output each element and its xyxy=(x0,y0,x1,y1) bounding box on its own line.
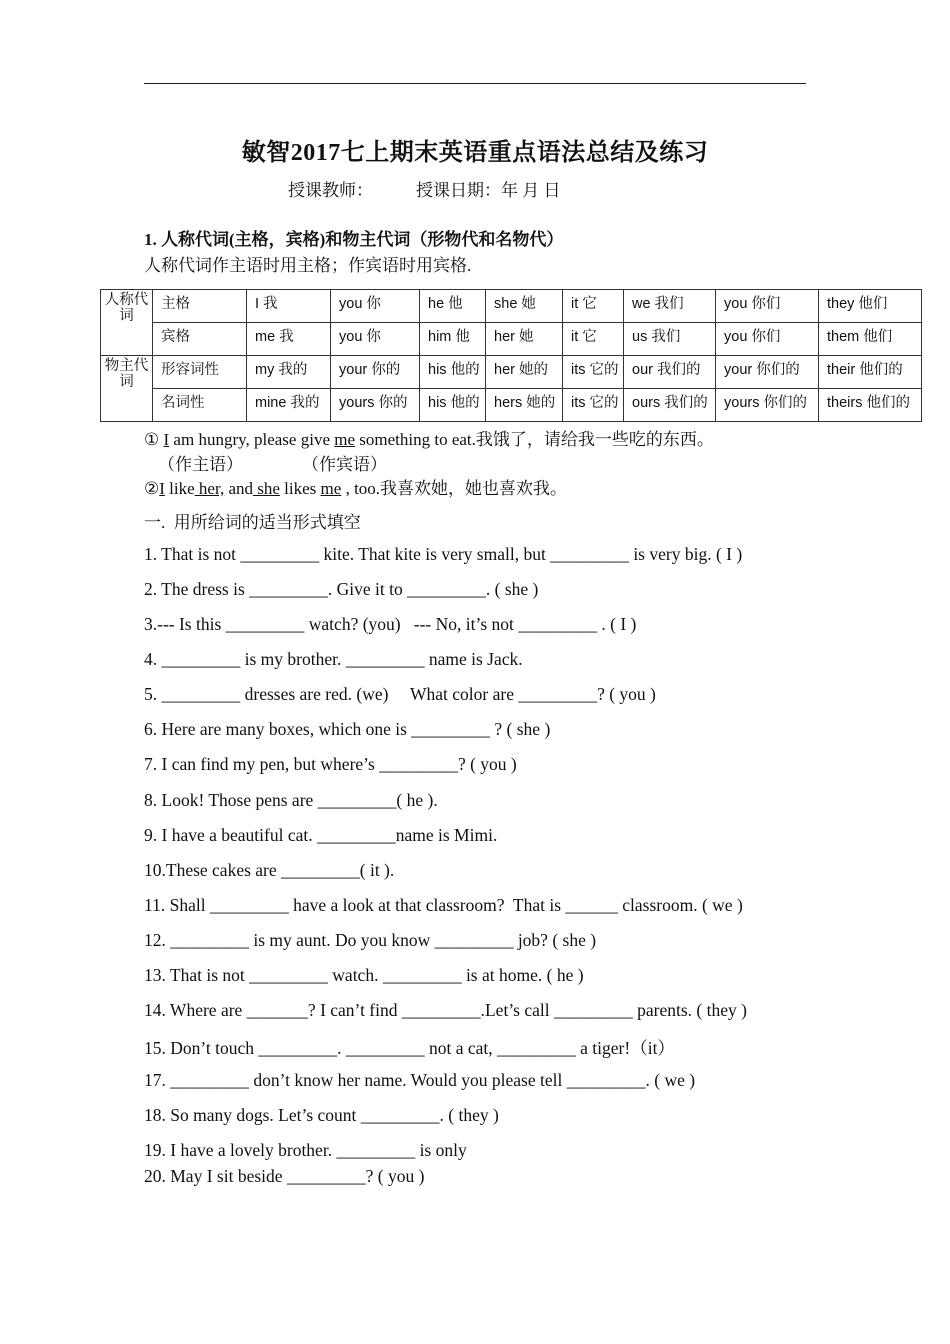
exercise-item: 3.--- Is this _________ watch? (you) --- No, it’s not _________ . ( I ) xyxy=(144,614,637,634)
exercise-item: 19. I have a lovely brother. _________ is only xyxy=(144,1140,467,1160)
table-cell: his 他的 xyxy=(420,389,486,422)
table-cell: 名词性 xyxy=(153,389,247,422)
table-cell: yours 你的 xyxy=(331,389,420,422)
table-cell: its 它的 xyxy=(563,389,624,422)
example-number: ② xyxy=(144,479,160,498)
exercise-item: 9. I have a beautiful cat. _________name is Mimi. xyxy=(144,825,498,845)
exercise-item: 4. _________ is my brother. _________ name is Jack. xyxy=(144,649,523,669)
table-cell: theirs 他们的 xyxy=(819,389,922,422)
table-cell: you 你们 xyxy=(716,323,819,356)
object-note: （作宾语） xyxy=(302,455,387,474)
table-cell: it 它 xyxy=(563,290,624,323)
table-cell: him 他 xyxy=(420,323,486,356)
document-title: 敏智2017七上期末英语重点语法总结及练习 xyxy=(241,140,709,166)
table-cell: their 他们的 xyxy=(819,356,922,389)
table-cell: they 他们 xyxy=(819,290,922,323)
table-cell: her 她的 xyxy=(486,356,563,389)
table-cell: 宾格 xyxy=(153,323,247,356)
table-cell: your 你的 xyxy=(331,356,420,389)
table-cell: his 他的 xyxy=(420,356,486,389)
table-cell: you 你 xyxy=(331,290,420,323)
table-cell: it 它 xyxy=(563,323,624,356)
table-cell: our 我们的 xyxy=(624,356,716,389)
table-cell: mine 我的 xyxy=(247,389,331,422)
table-cell: its 它的 xyxy=(563,356,624,389)
teacher-label: 授课教师： xyxy=(288,181,373,200)
exercise-item: 14. Where are _______? I can’t find _________.Let’s call _________ parents. ( they ) xyxy=(144,1000,747,1020)
example-text: like xyxy=(164,479,195,498)
table-cell: you 你们 xyxy=(716,290,819,323)
subject-note: （作主语） xyxy=(158,455,243,474)
section-intro: 人称代词作主语时用主格；作宾语时用宾格. xyxy=(144,256,472,275)
table-cell: us 我们 xyxy=(624,323,716,356)
table-cell: your 你们的 xyxy=(716,356,819,389)
table-cell: them 他们 xyxy=(819,323,922,356)
table-cell: we 我们 xyxy=(624,290,716,323)
underlined-word: I xyxy=(159,479,165,498)
exercise-item: 10.These cakes are _________( it ). xyxy=(144,860,395,880)
exercise-item: 7. I can find my pen, but where’s _________? ( you ) xyxy=(144,754,517,774)
table-cell: she 她 xyxy=(486,290,563,323)
header-rule xyxy=(144,83,806,84)
table-row xyxy=(101,389,922,422)
table-cell: yours 你们的 xyxy=(716,389,819,422)
table-row xyxy=(101,290,922,323)
exercise-item: 8. Look! Those pens are _________( he ). xyxy=(144,790,438,810)
exercise-item: 6. Here are many boxes, which one is _________ ? ( she ) xyxy=(144,719,551,739)
exercise-item: 15. Don’t touch _________. _________ not a cat, _________ a tiger!（it） xyxy=(144,1038,675,1058)
example-2 xyxy=(144,474,567,499)
underlined-word: her, xyxy=(194,479,225,498)
subject-word: I xyxy=(163,430,170,449)
exercise-item: 17. _________ don’t know her name. Would you please tell _________. ( we ) xyxy=(144,1070,696,1090)
table-cell: you 你 xyxy=(331,323,420,356)
example-text: , too.我喜欢她，她也喜欢我。 xyxy=(341,479,568,498)
date-label: 授课日期：年 月 日 xyxy=(416,181,561,200)
underlined-word: me xyxy=(320,479,342,498)
pronoun-table xyxy=(100,289,922,422)
example-1 xyxy=(144,425,714,450)
exercise-item: 12. _________ is my aunt. Do you know _________ job? ( she ) xyxy=(144,930,597,950)
exercise-heading: 一. 用所给词的适当形式填空 xyxy=(144,513,361,532)
section-heading: 1. 人称代词(主格，宾格)和物主代词（形物代和名物代） xyxy=(144,230,564,249)
underlined-word: she xyxy=(253,479,280,498)
table-row xyxy=(101,323,922,356)
exercise-item: 13. That is not _________ watch. _________ is at home. ( he ) xyxy=(144,965,584,985)
exercise-item: 18. So many dogs. Let’s count _________. ( they ) xyxy=(144,1105,499,1125)
table-cell: he 他 xyxy=(420,290,486,323)
exercise-item: 2. The dress is _________. Give it to _________. ( she ) xyxy=(144,579,539,599)
table-cell: 形容词性 xyxy=(153,356,247,389)
example-text: am hungry, please give xyxy=(169,430,335,449)
example-number: ① xyxy=(144,430,160,449)
object-word: me xyxy=(334,430,356,449)
table-cell: hers 她的 xyxy=(486,389,563,422)
example-text: likes xyxy=(279,479,321,498)
table-cell: ours 我们的 xyxy=(624,389,716,422)
table-cell: her 她 xyxy=(486,323,563,356)
table-row xyxy=(101,356,922,389)
group-label-personal: 人称代词 xyxy=(101,290,153,356)
exercise-item: 5. _________ dresses are red. (we) What color are _________? ( you ) xyxy=(144,684,656,704)
example-text: and xyxy=(224,479,253,498)
exercise-item: 11. Shall _________ have a look at that classroom? That is ______ classroom. ( we ) xyxy=(144,895,743,915)
table-cell: 主格 xyxy=(153,290,247,323)
exercise-item: 1. That is not _________ kite. That kite is very small, but _________ is very big. ( I ) xyxy=(144,544,743,564)
example-text: something to eat.我饿了，请给我一些吃的东西。 xyxy=(355,430,714,449)
group-label-possessive: 物主代词 xyxy=(101,356,153,422)
table-cell: my 我的 xyxy=(247,356,331,389)
table-cell: I 我 xyxy=(247,290,331,323)
table-cell: me 我 xyxy=(247,323,331,356)
exercise-item: 20. May I sit beside _________? ( you ) xyxy=(144,1166,425,1186)
